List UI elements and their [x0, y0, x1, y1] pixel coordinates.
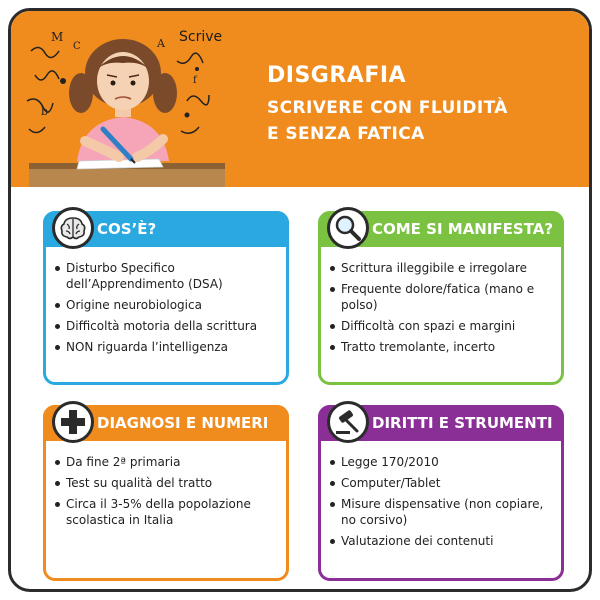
card-cos-e	[43, 211, 289, 385]
header-banner	[11, 11, 589, 187]
card-come-si-manifesta	[318, 211, 564, 385]
list-item: Disturbo Specifico dell’Apprendimento (DSA)	[54, 260, 280, 292]
svg-text:A: A	[157, 37, 165, 50]
list-item: Circa il 3-5% della popolazione scolastica in Italia	[54, 496, 280, 528]
list-item: Origine neurobiologica	[54, 297, 280, 313]
page-title: DISGRAFIA	[267, 63, 407, 88]
list-item: Legge 170/2010	[329, 454, 555, 470]
svg-text:f: f	[193, 75, 197, 86]
card-list	[54, 260, 280, 360]
subtitle-line-2: E SENZA FATICA	[267, 124, 425, 144]
svg-text:C: C	[73, 41, 81, 52]
list-item: Da fine 2ª primaria	[54, 454, 280, 470]
illustration-word: Scrive	[179, 29, 223, 45]
card-diritti-e-strumenti	[318, 405, 564, 581]
card-title: COS’È?	[97, 220, 157, 238]
magnifier-icon	[327, 207, 369, 249]
card-list	[54, 454, 280, 533]
subtitle-line-1: SCRIVERE CON FLUIDITÀ	[267, 98, 508, 118]
list-item: Difficoltà motoria della scrittura	[54, 318, 280, 334]
card-title: COME SI MANIFESTA?	[372, 220, 554, 238]
card-list	[329, 454, 555, 554]
list-item: NON riguarda l’intelligenza	[54, 339, 280, 355]
card-title: DIAGNOSI E NUMERI	[97, 414, 269, 432]
medical-cross-icon	[52, 401, 94, 443]
infographic-frame	[8, 8, 592, 592]
card-list	[329, 260, 555, 360]
svg-text:b: b	[41, 105, 49, 118]
list-item: Misure dispensative (non copiare, no corsivo)	[329, 496, 555, 528]
list-item: Tratto tremolante, incerto	[329, 339, 555, 355]
page-subtitle	[267, 95, 587, 147]
list-item: Difficoltà con spazi e margini	[329, 318, 555, 334]
gavel-icon	[327, 401, 369, 443]
svg-text:M: M	[51, 30, 64, 44]
list-item: Computer/Tablet	[329, 475, 555, 491]
brain-icon	[52, 207, 94, 249]
card-diagnosi-e-numeri	[43, 405, 289, 581]
card-title: DIRITTI E STRUMENTI	[372, 414, 553, 432]
list-item: Frequente dolore/fatica (mano e polso)	[329, 281, 555, 313]
list-item: Valutazione dei contenuti	[329, 533, 555, 549]
list-item: Scrittura illeggibile e irregolare	[329, 260, 555, 276]
list-item: Test su qualità del tratto	[54, 475, 280, 491]
